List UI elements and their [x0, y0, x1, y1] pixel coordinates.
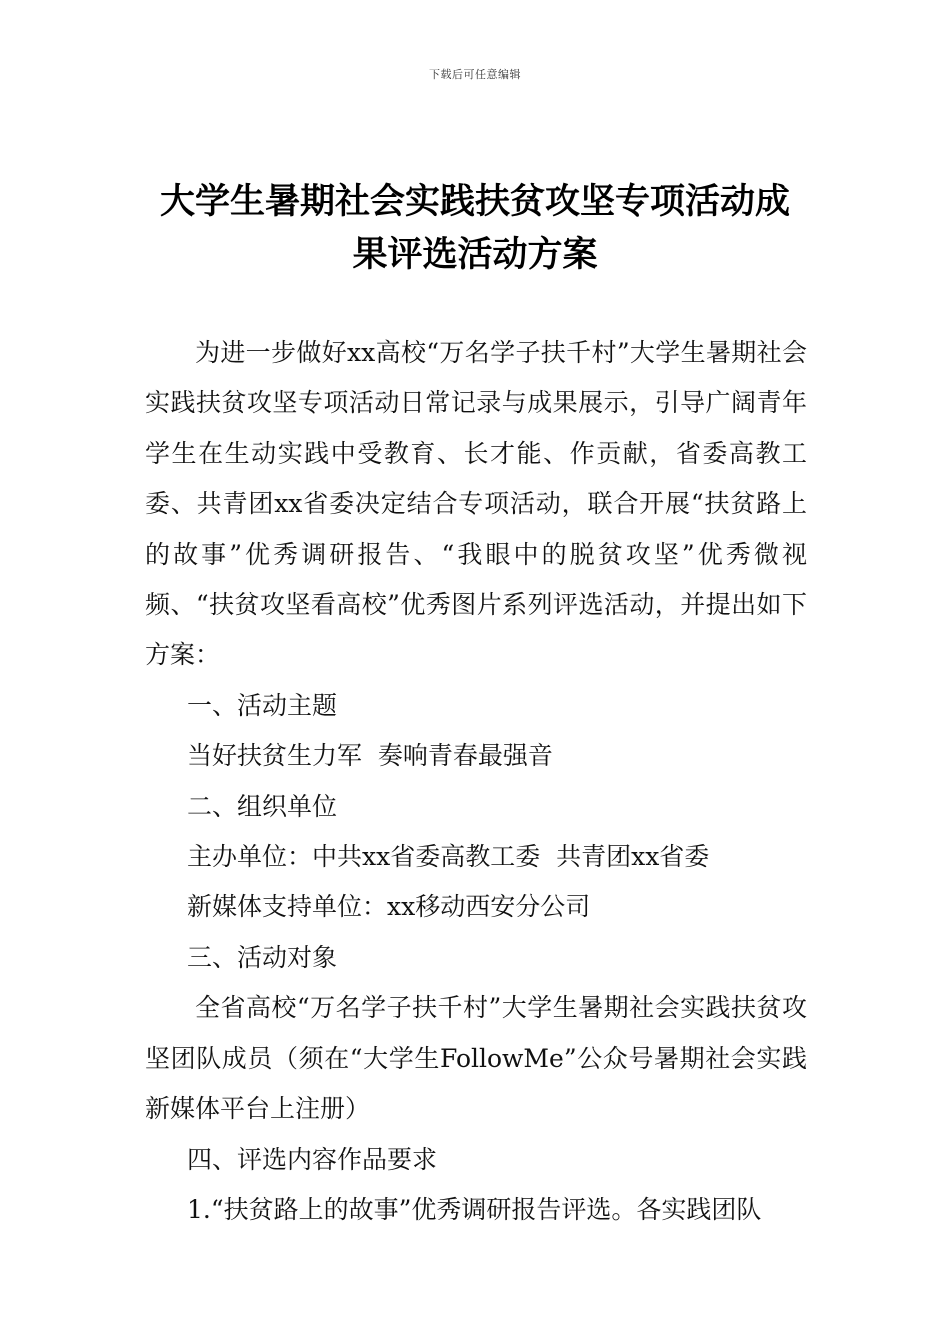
host-organizers: 主办单位：中共xx省委高教工委 共青团xx省委: [187, 842, 710, 872]
intro-paragraph: 为进一步做好xx高校“万名学子扶千村”大学生暑期社会实践扶贫攻坚专项活动日常记录与成果展示，引导广阔青年学生在生动实践中受教育、长才能、作贡献，省委高教工委、共青团xx省委决定结合专项活动，联合开展“扶贫路上的故事”优秀调研报告、“我眼中的脱贫攻坚”优秀微视频、“扶贫攻坚看高校”优秀图片系列评选活动，并提出如下方案：: [145, 338, 807, 670]
document-title: [140, 176, 810, 282]
section-heading-participants: 三、活动对象: [187, 942, 338, 972]
section-heading-requirements: 四、评选内容作品要求: [187, 1144, 438, 1174]
section-heading-organizers: 二、组织单位: [187, 791, 338, 821]
participants-paragraph: 全省高校“万名学子扶千村”大学生暑期社会实践扶贫攻坚团队成员（须在“大学生FollowMe”公众号暑期社会实践新媒体平台上注册）: [145, 993, 807, 1124]
title-line-1: 大学生暑期社会实践扶贫攻坚专项活动成: [159, 182, 790, 222]
header-note: 下载后可任意编辑: [429, 68, 521, 81]
document-body: [145, 328, 807, 1235]
title-line-2: 果评选活动方案: [352, 235, 598, 275]
media-supporter: 新媒体支持单位：xx移动西安分公司: [187, 892, 591, 922]
theme-text: 当好扶贫生力军 奏响青春最强音: [187, 741, 553, 771]
section-heading-theme: 一、活动主题: [187, 690, 338, 720]
requirement-item-1: 1.“扶贫路上的故事”优秀调研报告评选。各实践团队: [187, 1194, 762, 1224]
